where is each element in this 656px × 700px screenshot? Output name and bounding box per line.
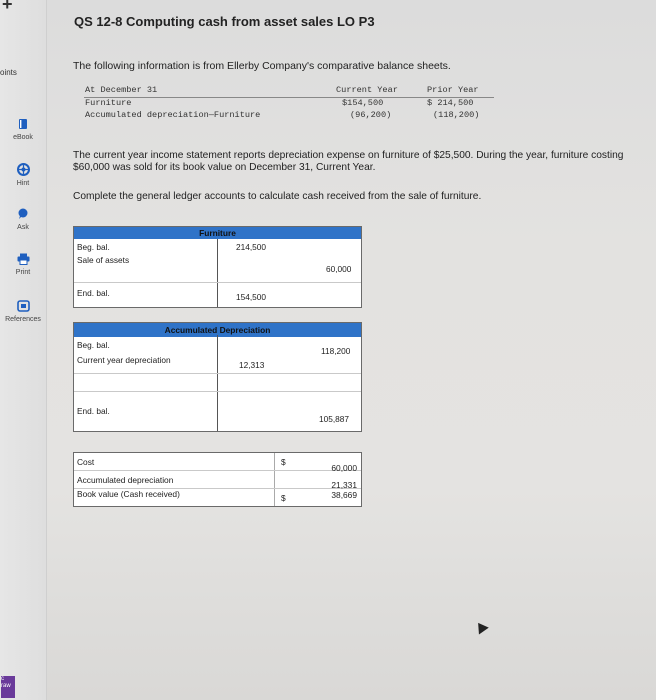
sale-row (74, 252, 361, 274)
sidebar-item-label: Hint (16, 180, 30, 187)
sidebar-item-label: eBook (13, 134, 33, 141)
row-label: Furniture (85, 98, 132, 108)
end-label: End. bal. (77, 288, 110, 298)
beg-value: 118,200 (321, 346, 351, 356)
ebook-icon (0, 118, 46, 132)
row-current: (96,200) (350, 110, 392, 120)
points-label: oints (0, 68, 17, 77)
sidebar-item-label: Ask (17, 224, 29, 231)
accumulated-depreciation-ledger (73, 322, 362, 432)
end-value: 154,500 (236, 292, 266, 302)
end-row (74, 403, 361, 423)
sale-value[interactable]: 60,000 (326, 264, 352, 274)
bottom-badge-line2: raw (1, 683, 11, 689)
balance-sheet-row (84, 98, 494, 110)
balance-sheet-table (84, 85, 494, 122)
row-current: $154,500 (342, 98, 384, 108)
sidebar-item-ebook[interactable] (0, 118, 46, 141)
ledger-rule (74, 373, 361, 374)
cost-label: Cost (77, 457, 95, 467)
ask-icon (0, 208, 46, 222)
sidebar (0, 0, 47, 700)
row-prior: (118,200) (433, 110, 480, 120)
sidebar-item-label: References (5, 316, 41, 323)
bottom-badge-line1: c (1, 676, 4, 682)
balance-sheet-header (84, 85, 494, 98)
book-value-value[interactable]: 38,669 (331, 490, 357, 500)
header-date: At December 31 (85, 85, 158, 95)
end-label: End. bal. (77, 406, 110, 416)
hint-icon (0, 163, 46, 178)
sidebar-item-references[interactable] (0, 300, 46, 323)
problem-paragraph: The current year income statement reports depreciation expense on furniture of $25,500. During the year, furniture costing $60,000 was sold for its book value on December 31, Current Year. (73, 150, 624, 173)
book-value-dollar: $ (281, 493, 286, 503)
balance-sheet-row (84, 110, 494, 122)
cost-dollar: $ (281, 457, 286, 467)
sidebar-item-ask[interactable] (0, 208, 46, 231)
intro-text: The following information is from Ellerby Company's comparative balance sheets. (73, 60, 451, 72)
depreciation-label: Current year depreciation (77, 355, 171, 365)
end-value: 105,887 (319, 414, 349, 424)
accum-dep-label: Accumulated depreciation (77, 475, 174, 485)
furniture-ledger (73, 226, 362, 308)
instruction-paragraph: Complete the general ledger accounts to calculate cash received from the sale of furniture. (73, 191, 482, 202)
table-row (74, 453, 361, 471)
table-row (74, 489, 361, 506)
furniture-ledger-title: Furniture (74, 227, 361, 239)
ledger-rule (74, 391, 361, 392)
header-prior-year: Prior Year (427, 85, 479, 95)
table-row (74, 471, 361, 489)
sidebar-item-label: Print (15, 269, 31, 276)
row-prior: $ 214,500 (427, 98, 474, 108)
mouse-cursor-icon (473, 619, 489, 634)
beg-row (74, 337, 361, 356)
depreciation-row (74, 353, 361, 369)
print-icon (0, 253, 46, 267)
sidebar-item-hint[interactable] (0, 163, 46, 187)
end-row (74, 285, 361, 301)
accum-ledger-title: Accumulated Depreciation (74, 323, 361, 337)
book-value-label: Book value (Cash received) (77, 489, 180, 499)
sidebar-item-print[interactable] (0, 253, 46, 276)
ledger-rule (74, 282, 361, 283)
header-current-year: Current Year (336, 85, 398, 95)
sale-label: Sale of assets (77, 255, 130, 265)
beg-value: 214,500 (236, 242, 266, 252)
cash-received-table (73, 452, 362, 507)
page-title: QS 12-8 Computing cash from asset sales LO P3 (74, 14, 375, 29)
accum-dep-value[interactable]: 21,331 (331, 480, 357, 490)
beg-label: Beg. bal. (77, 242, 110, 252)
cost-value[interactable]: 60,000 (331, 463, 357, 473)
depreciation-value[interactable]: 12,313 (239, 360, 265, 370)
references-icon (0, 300, 46, 314)
row-label: Accumulated depreciation—Furniture (85, 110, 261, 120)
app-logo: + (2, 0, 13, 14)
bottom-badge (1, 676, 15, 698)
beg-label: Beg. bal. (77, 340, 110, 350)
